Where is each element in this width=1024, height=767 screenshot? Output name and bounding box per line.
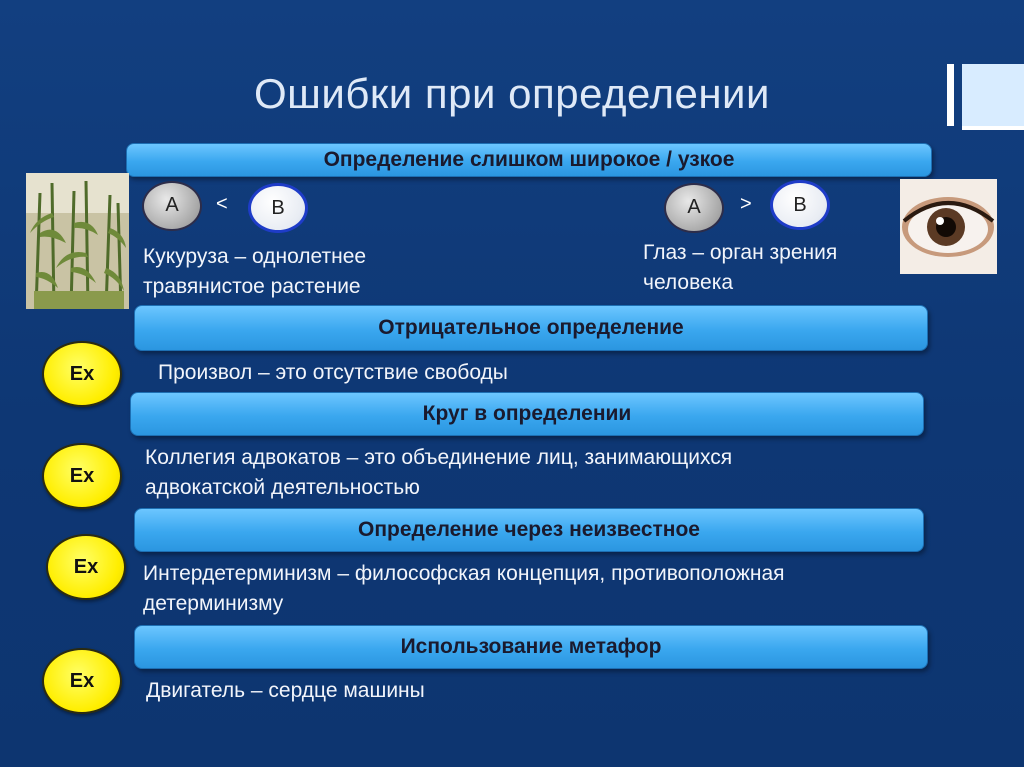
- deco-bar-2: [962, 64, 1024, 126]
- greater-than-sign: >: [740, 193, 752, 215]
- heading-metaphor: Использование метафор: [134, 625, 928, 669]
- ex-badge-1: Ex: [42, 341, 122, 407]
- eye-definition-line1: Глаз – орган зрения: [643, 241, 838, 264]
- eye-definition-line2: человека: [643, 271, 734, 294]
- unknown-example-line2: детерминизму: [143, 592, 284, 615]
- negative-example: Произвол – это отсутствие свободы: [158, 361, 508, 384]
- circle-b-left: B: [248, 183, 308, 233]
- circle-a-left: A: [142, 181, 202, 231]
- circle-a-right: A: [664, 183, 724, 233]
- corn-definition-line2: травянистое растение: [143, 275, 361, 298]
- ex-badge-2: Ex: [42, 443, 122, 509]
- corn-definition-line1: Кукуруза – однолетнее: [143, 245, 367, 268]
- circle-b-right: B: [770, 180, 830, 230]
- corn-image: [26, 173, 129, 309]
- heading-broad-narrow: Определение слишком широкое / узкое: [126, 143, 932, 177]
- ex-badge-4: Ex: [42, 648, 122, 714]
- circle-example-line1: Коллегия адвокатов – это объединение лиц, занимающихся: [145, 446, 733, 469]
- corn-plants-icon: [26, 173, 129, 309]
- metaphor-example: Двигатель – сердце машины: [146, 679, 425, 702]
- heading-unknown: Определение через неизвестное: [134, 508, 924, 552]
- slide-title: Ошибки при определении: [254, 70, 770, 117]
- circle-example-line2: адвокатской деятельностью: [145, 476, 420, 499]
- less-than-sign: <: [216, 193, 228, 215]
- unknown-example-line1: Интердетерминизм – философская концепция, противоположная: [143, 562, 785, 585]
- eye-image: [900, 179, 997, 274]
- heading-circle: Круг в определении: [130, 392, 924, 436]
- eye-icon: [900, 179, 997, 274]
- heading-negative: Отрицательное определение: [134, 305, 928, 351]
- deco-bar-1: [947, 64, 954, 126]
- deco-bar-3: [962, 126, 1024, 130]
- ex-badge-3: Ex: [46, 534, 126, 600]
